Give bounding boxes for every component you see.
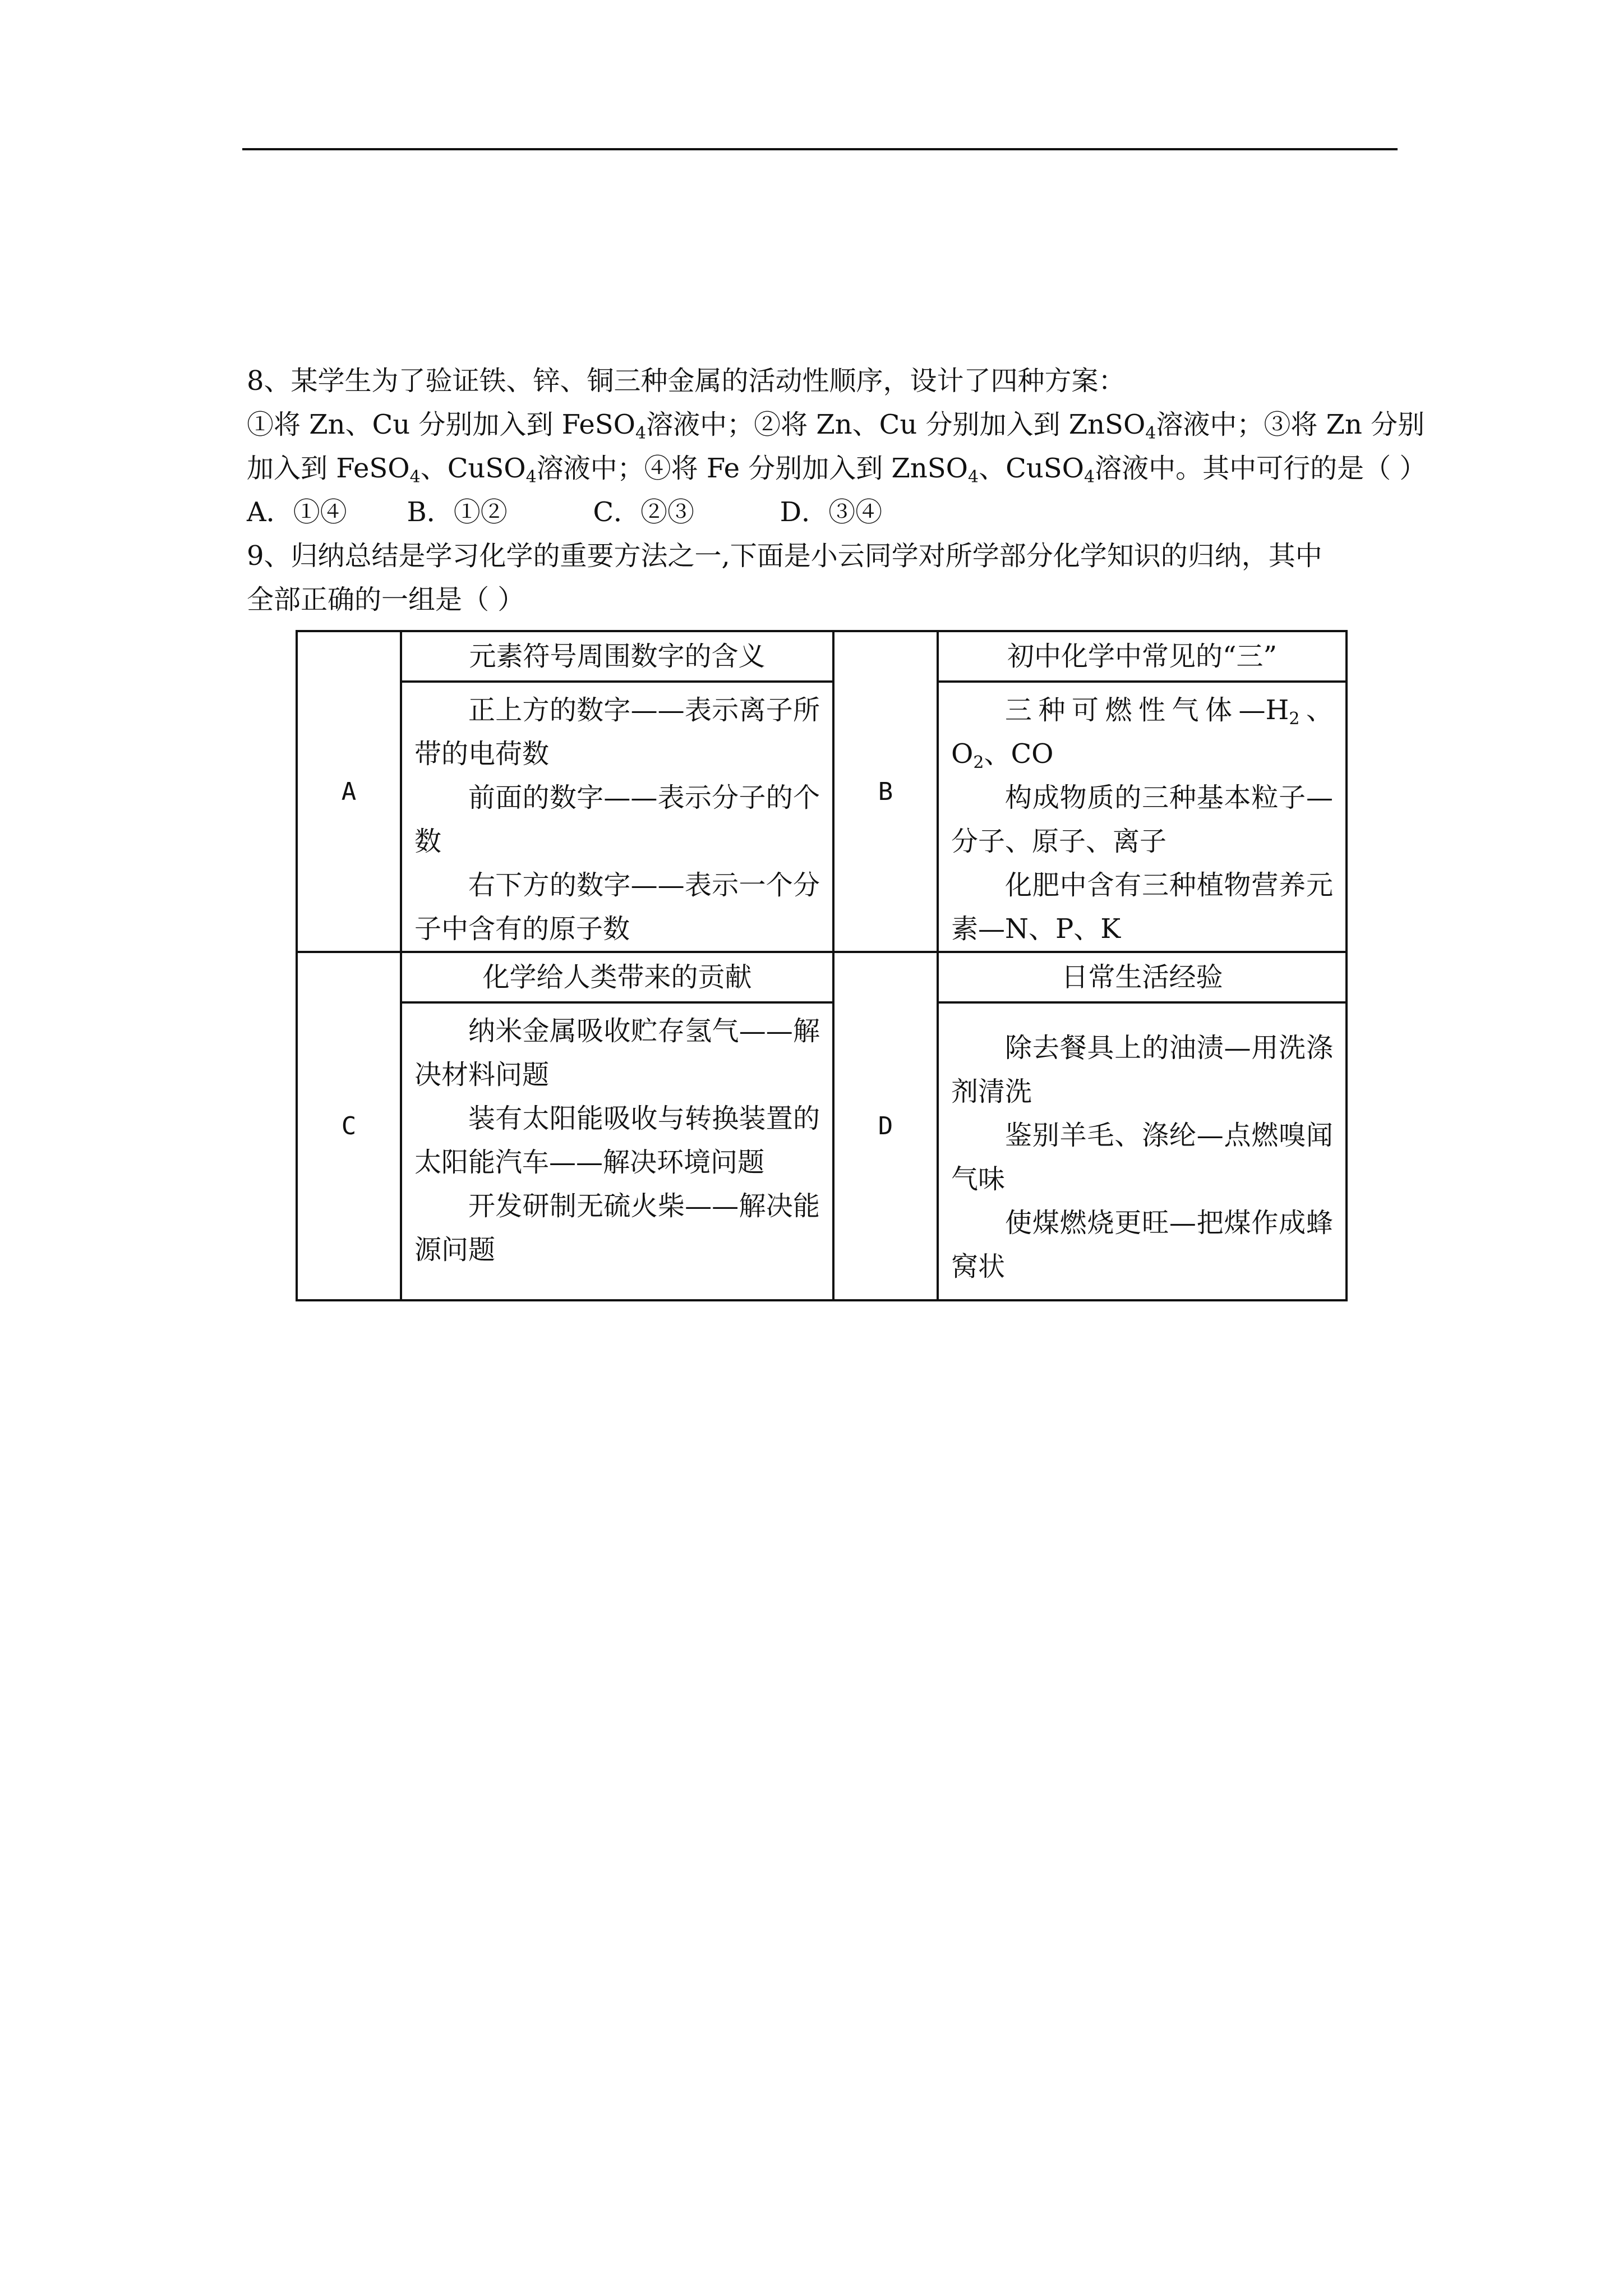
option-a-letter: A bbox=[297, 631, 401, 952]
option-a-title: 元素符号周围数字的含义 bbox=[402, 632, 832, 683]
option-c-item: 开发研制无硫火柴——解决能源问题 bbox=[414, 1190, 820, 1266]
option-c-title: 化学给人类带来的贡献 bbox=[402, 953, 832, 1004]
option-d-item: 鉴别羊毛、涤纶—点燃嗅闻气味 bbox=[951, 1120, 1333, 1195]
q8-choices: A．①④ B．①② C．②③ D．③④ bbox=[247, 496, 883, 528]
option-c-body bbox=[402, 1004, 832, 1272]
option-c-letter: C bbox=[297, 952, 401, 1300]
option-a-item: 前面的数字——表示分子的个数 bbox=[414, 782, 820, 857]
option-c-cell bbox=[401, 952, 833, 1300]
q8-option-line-1: ①将 Zn、Cu 分别加入到 FeSO$_4$溶液中；②将 Zn、Cu 分别加入到 ZnSO$_4$溶液中；③将 Zn 分别 bbox=[247, 409, 1425, 443]
header-rule bbox=[242, 148, 1398, 150]
table-row bbox=[297, 952, 1347, 1300]
option-d-title: 日常生活经验 bbox=[939, 953, 1345, 1004]
q9-stem-line-2: 全部正确的一组是（ ） bbox=[247, 584, 525, 615]
option-b-item: 构成物质的三种基本粒子—分子、原子、离子 bbox=[951, 782, 1333, 857]
option-c-item: 装有太阳能吸收与转换装置的太阳能汽车——解决环境问题 bbox=[414, 1103, 820, 1178]
q8-option-line-2: 加入到 FeSO$_4$、CuSO$_4$溶液中；④将 Fe 分别加入到 ZnSO$_4$、CuSO$_4$溶液中。其中可行的是（ ） bbox=[247, 453, 1427, 487]
summary-table bbox=[296, 630, 1348, 1301]
q9-stem-line-1: 9、归纳总结是学习化学的重要方法之一,下面是小云同学对所学部分化学知识的归纳，其中 bbox=[247, 540, 1322, 572]
option-b-item: 化肥中含有三种植物营养元素—N、P、K bbox=[951, 869, 1333, 945]
option-d-item: 除去餐具上的油渍—用洗涤剂清洗 bbox=[951, 1032, 1333, 1107]
q8-stem: 8、某学生为了验证铁、锌、铜三种金属的活动性顺序，设计了四种方案： bbox=[247, 365, 1126, 397]
option-b-letter: B bbox=[833, 631, 938, 952]
option-b-body bbox=[939, 683, 1345, 951]
option-a-item: 右下方的数字——表示一个分子中含有的原子数 bbox=[414, 869, 820, 945]
option-d-cell bbox=[938, 952, 1347, 1300]
option-b-title: 初中化学中常见的“三” bbox=[939, 632, 1345, 683]
option-b-item: 三种可燃性气体$—H_2$、$O_2$、CO bbox=[951, 694, 1333, 772]
option-a-item: 正上方的数字——表示离子所带的电荷数 bbox=[414, 694, 820, 770]
option-d-body bbox=[939, 1004, 1345, 1289]
option-c-item: 纳米金属吸收贮存氢气——解决材料问题 bbox=[414, 1015, 820, 1091]
option-a-cell bbox=[401, 631, 833, 952]
question-block bbox=[247, 359, 1427, 622]
option-b-cell bbox=[938, 631, 1347, 952]
table-row bbox=[297, 631, 1347, 952]
option-d-item: 使煤燃烧更旺—把煤作成蜂窝状 bbox=[951, 1207, 1333, 1282]
option-a-body bbox=[402, 683, 832, 951]
option-d-letter: D bbox=[833, 952, 938, 1300]
